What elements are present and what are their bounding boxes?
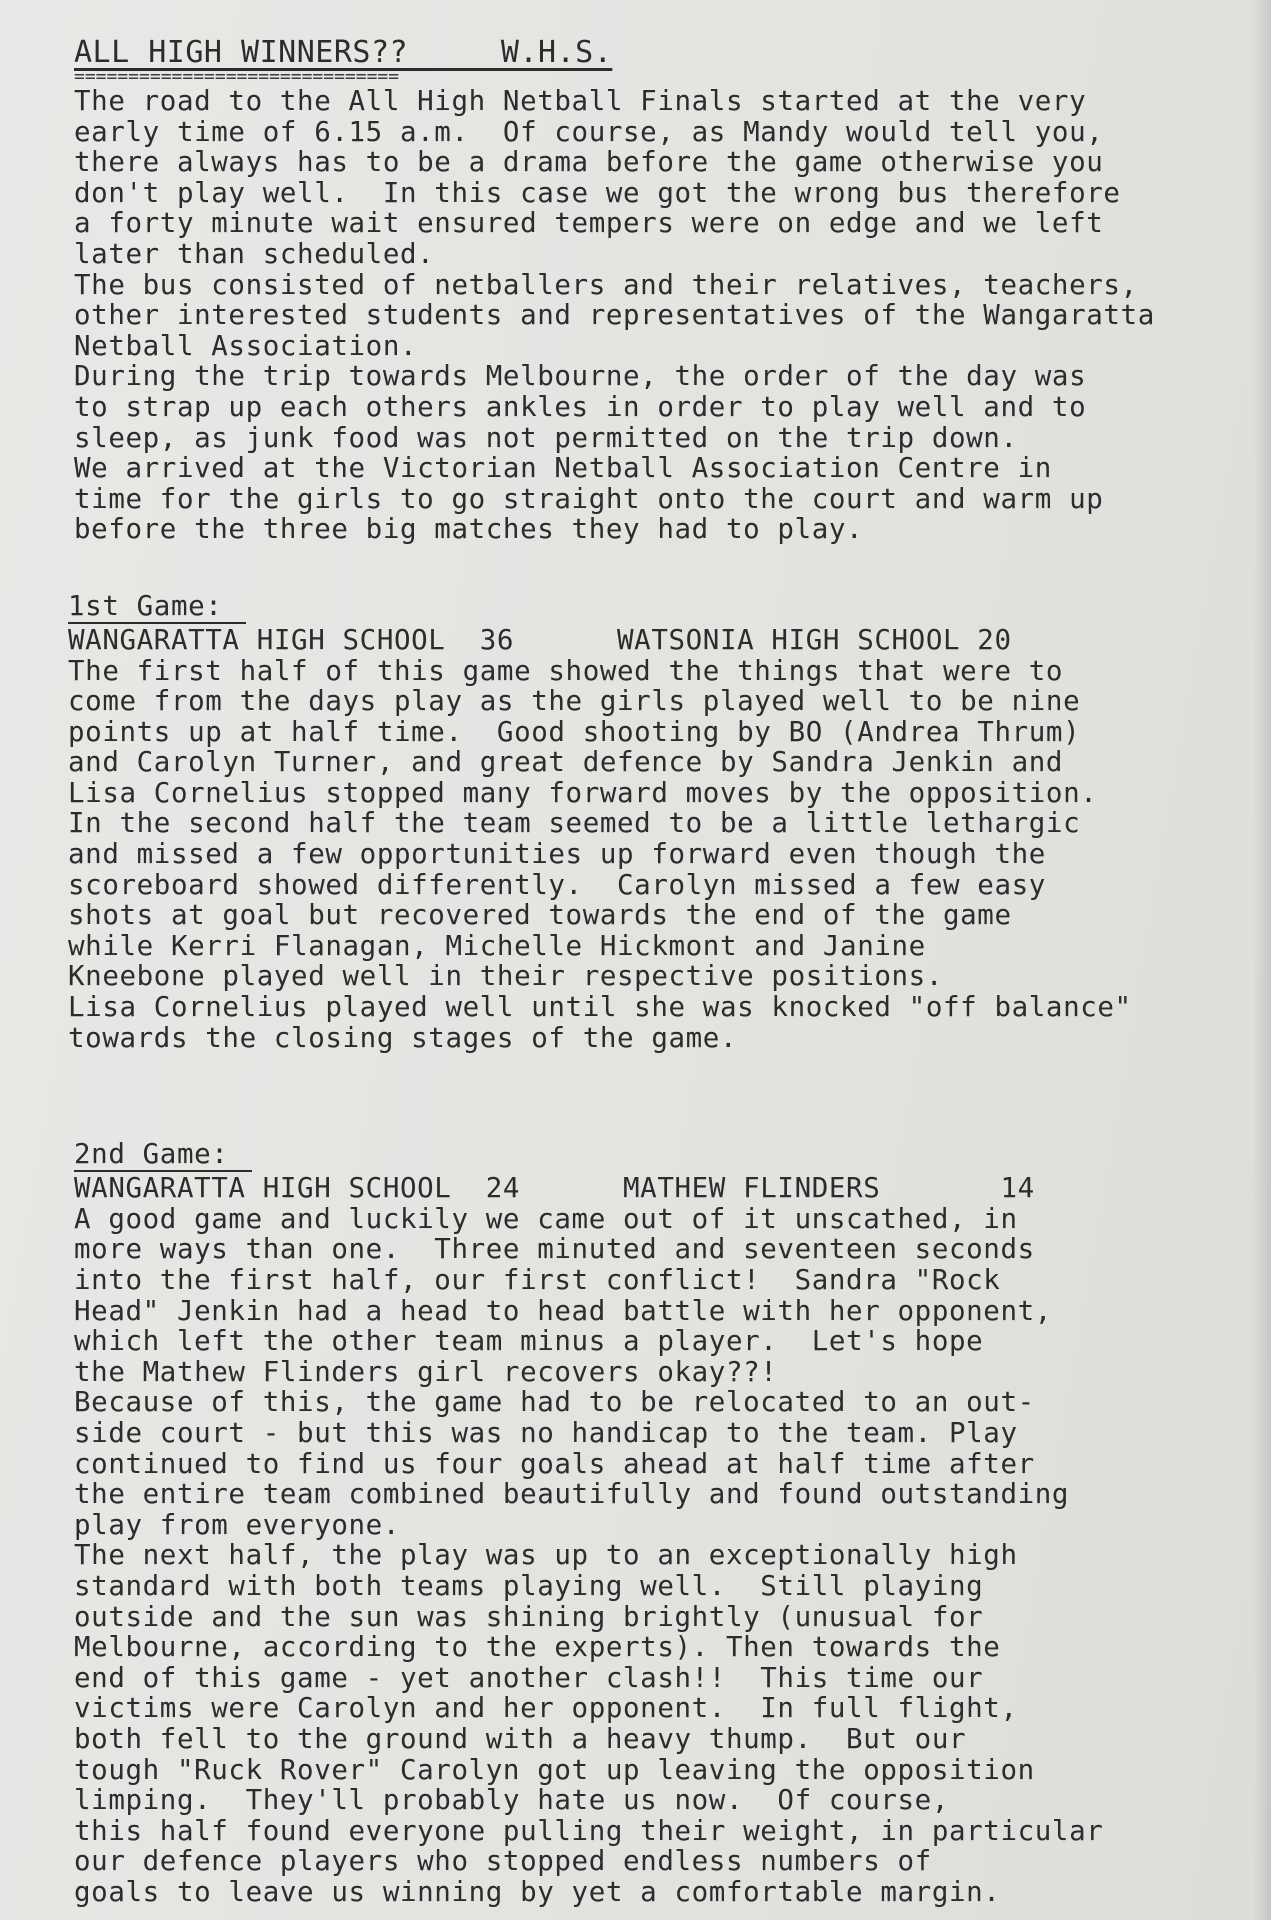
section-gap [74, 1053, 1244, 1139]
title-double-rule: ============================== [74, 66, 400, 87]
game2-line: Melbourne, according to the experts). Then towards the [74, 1631, 1001, 1664]
game1-line: shots at goal but recovered towards the end of the game [68, 899, 1012, 932]
intro-line: early time of 6.15 a.m. Of course, as Mandy would tell you, [74, 115, 1104, 148]
game1-line: and missed a few opportunities up forward even though the [68, 838, 1046, 871]
intro-line: We arrived at the Victorian Netball Association Centre in [74, 452, 1052, 485]
game2-line: goals to leave us winning by yet a comfortable margin. [74, 1875, 1001, 1908]
game2-line: The next half, the play was up to an exceptionally high [74, 1539, 1018, 1572]
game2-line: limping. They'll probably hate us now. Of course, [74, 1784, 949, 1817]
intro-line: time for the girls to go straight onto the court and warm up [74, 482, 1104, 515]
game2-score-line: WANGARATTA HIGH SCHOOL 24 MATHEW FLINDERS 14 [74, 1171, 1035, 1204]
game2-line: Because of this, the game had to be relocated to an out- [74, 1386, 1035, 1419]
intro-line: sleep, as junk food was not permitted on the trip down. [74, 421, 1018, 454]
game1-line: Lisa Cornelius stopped many forward moves by the opposition. [68, 776, 1098, 809]
game2-line: victims were Carolyn and her opponent. In full flight, [74, 1692, 1018, 1725]
section-gap [74, 545, 1244, 591]
game2-heading: 2nd Game: [74, 1139, 252, 1172]
game1-score-line: WANGARATTA HIGH SCHOOL 36 WATSONIA HIGH SCHOOL 20 [68, 623, 1012, 656]
game2-line: Head" Jenkin had a head to head battle with her opponent, [74, 1294, 1052, 1327]
intro-line: The bus consisted of netballers and their relatives, teachers, [74, 268, 1138, 301]
game2-line: both fell to the ground with a heavy thump. But our [74, 1722, 967, 1755]
intro-line: Netball Association. [74, 329, 418, 362]
game1-line: The first half of this game showed the things that were to [68, 654, 1064, 687]
intro-section [74, 86, 1244, 545]
page-edge-shadow [1253, 0, 1271, 1920]
intro-line: later than scheduled. [74, 237, 435, 270]
game2-line: this half found everyone pulling their weight, in particular [74, 1814, 1104, 1847]
game2-line: the entire team combined beautifully and found outstanding [74, 1478, 1070, 1511]
game2-line: end of this game - yet another clash!! This time our [74, 1661, 984, 1694]
game2-line: into the first half, our first conflict! Sandra "Rock [74, 1264, 1001, 1296]
game1-line: come from the days play as the girls played well to be nine [68, 685, 1081, 718]
intro-line: During the trip towards Melbourne, the order of the day was [74, 360, 1087, 393]
intro-line: to strap up each others ankles in order to play well and to [74, 390, 1087, 423]
intro-line: there always has to be a drama before the game otherwise you [74, 146, 1104, 179]
game2-line: side court - but this was no handicap to the team. Play [74, 1416, 1018, 1449]
title-block [74, 35, 1244, 87]
game1-section [68, 591, 1244, 1053]
game1-line: In the second half the team seemed to be a little lethargic [68, 807, 1081, 840]
game2-line: our defence players who stopped endless numbers of [74, 1845, 932, 1878]
game1-heading: 1st Game: [68, 591, 246, 624]
game2-line: continued to find us four goals ahead at half time after [74, 1447, 1035, 1480]
intro-line: don't play well. In this case we got the wrong bus therefore [74, 176, 1121, 209]
game2-line: the Mathew Flinders girl recovers okay??! [74, 1355, 778, 1388]
game2-line: which left the other team minus a player. Let's hope [74, 1325, 984, 1358]
intro-line: other interested students and representatives of the Wangaratta [74, 299, 1155, 332]
game2-line: play from everyone. [74, 1508, 400, 1541]
article-title: ALL HIGH WINNERS?? W.H.S. [74, 35, 613, 70]
article [68, 35, 1244, 1908]
game1-line: while Kerri Flanagan, Michelle Hickmont and Janine [68, 929, 926, 962]
game2-line: more ways than one. Three minuted and seventeen seconds [74, 1233, 1035, 1266]
game2-line: standard with both teams playing well. Still playing [74, 1569, 984, 1602]
intro-line: a forty minute wait ensured tempers were on edge and we left [74, 207, 1104, 240]
game2-line: A good game and luckily we came out of it unscathed, in [74, 1202, 1018, 1235]
game1-line: and Carolyn Turner, and great defence by Sandra Jenkin and [68, 746, 1064, 779]
game1-line: Kneebone played well in their respective positions. [68, 960, 943, 993]
game1-line: points up at half time. Good shooting by BO (Andrea Thrum) [68, 715, 1081, 748]
intro-line: The road to the All High Netball Finals started at the very [74, 85, 1087, 117]
game1-line: Lisa Cornelius played well until she was knocked "off balance" [68, 991, 1132, 1024]
game1-line: towards the closing stages of the game. [68, 1021, 738, 1054]
intro-line: before the three big matches they had to play. [74, 513, 864, 546]
game1-line: scoreboard showed differently. Carolyn missed a few easy [68, 868, 1046, 901]
game2-line: tough "Ruck Rover" Carolyn got up leaving the opposition [74, 1753, 1035, 1786]
game2-section [74, 1139, 1244, 1907]
game2-line: outside and the sun was shining brightly (unusual for [74, 1600, 984, 1633]
